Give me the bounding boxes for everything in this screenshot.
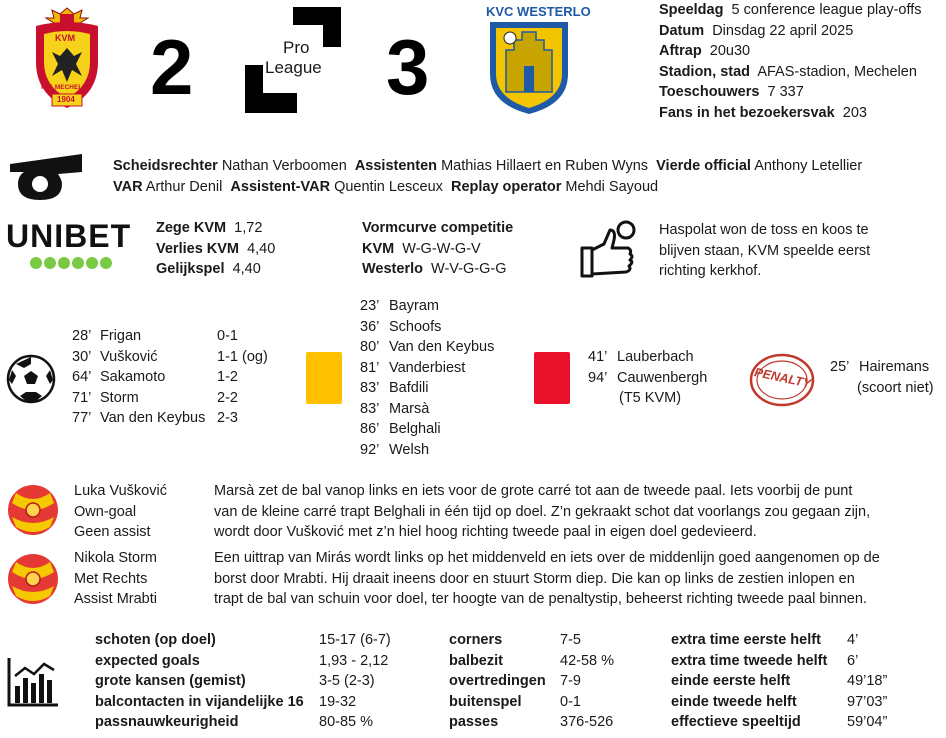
stat-row: balbezit 42-58 % <box>449 652 615 669</box>
info-row-away-fans: Fans in het bezoekersvak 203 <box>659 104 867 121</box>
goal-detail-description: Een uittrap van Mirás wordt links op het middenveld en iets over de middenlijn goed aangenomen op de borst door Mrabti. Hij draait ineens door en stuurt Storm diep. Die kan op links de zestien inlopen en trapt de bal van schuin voor doel, ter hoogte van de penaltystip, beheerst richting tweede paal binnen. <box>214 550 880 607</box>
penalty-stamp-icon <box>748 352 816 408</box>
stat-row: passnauwkeurigheid 80-85 % <box>95 714 374 730</box>
info-row-stadium: Stadion, stad AFAS-stadion, Mechelen <box>659 63 917 80</box>
goal-detail-meta <box>74 481 167 543</box>
pro-league-line1: Pro <box>283 38 310 57</box>
away-crest <box>484 4 591 116</box>
pro-league-logo <box>245 7 341 113</box>
away-crest-name: KVC WESTERLO <box>486 4 591 19</box>
stat-row: corners 7-5 <box>449 632 581 648</box>
goal-row: 28’ Frigan 0-1 <box>72 328 238 344</box>
info-row-round: Speeldag 5 conference league play-offs <box>659 2 922 18</box>
form-row-westerlo: Westerlo W-V-G-G-G <box>362 261 507 277</box>
penalty-stamp-text: PENALTY <box>753 365 813 391</box>
penalty-info <box>830 359 945 400</box>
home-crest-bottom-text: K.V. MECHELEN <box>41 84 92 91</box>
goal-detail-type: Own-goal <box>74 503 137 520</box>
stat-row: overtredingen 7-9 <box>449 673 581 689</box>
yellow-card-row: 83’ Marsà <box>360 400 430 417</box>
yellow-card-row: 92’ Welsh <box>360 441 430 458</box>
penalty-player: Hairemans <box>859 359 930 375</box>
goal-detail-scorer: Luka Vušković <box>74 483 167 499</box>
officials-line-2: VAR Arthur Denil Assistent-VAR Quentin Lesceux Replay operator Mehdi Sayoud <box>113 178 659 195</box>
goal-detail-scorer: Nikola Storm <box>74 550 157 566</box>
goals-list <box>72 328 272 431</box>
odds-row: Zege KVM 1,72 <box>156 220 263 236</box>
odds-row: Gelijkspel 4,40 <box>156 261 261 277</box>
stats-col-3 <box>671 632 941 735</box>
home-crest-top-text: KVM <box>55 33 75 43</box>
penalty-note: (scoort niet) <box>857 379 934 396</box>
unibet-wordmark: UNIBET <box>6 218 132 254</box>
penalty-minute: 25’ <box>830 359 850 375</box>
stats-col-2 <box>449 632 659 735</box>
stat-row: extra time eerste helft 4’ <box>671 632 859 648</box>
goal-detail-assist: Geen assist <box>74 524 151 540</box>
red-card-icon <box>534 352 570 404</box>
stat-row: balcontacten in vijandelijke 16 19-32 <box>95 693 357 710</box>
info-row-date: Datum Dinsdag 22 april 2025 <box>659 22 854 39</box>
stats-chart-icon <box>6 656 60 708</box>
away-score: 3 <box>386 23 430 111</box>
goal-detail-type: Met Rechts <box>74 570 148 587</box>
stat-row: buitenspel 0-1 <box>449 693 581 710</box>
home-crest-year: 1904 <box>57 95 75 104</box>
red-card-note: (T5 KVM) <box>619 390 682 406</box>
yellow-card-row: 83’ Bafdili <box>360 380 429 396</box>
form-title: Vormcurve competitie <box>362 220 514 236</box>
officials-line-1: Scheidsrechter Nathan Verboomen Assistenten Mathias Hillaert en Ruben Wyns Vierde official Anthony Letellier <box>113 158 863 174</box>
yellow-card-row: 81’ Vanderbiest <box>360 359 466 376</box>
goal-detail-assist: Assist Mrabti <box>74 591 157 607</box>
football-icon <box>6 354 56 404</box>
form-row-kvm: KVM W-G-W-G-V <box>362 240 481 257</box>
yellow-card-row: 23’ Bayram <box>360 298 439 314</box>
yellow-card-row: 86’ Belghali <box>360 421 441 437</box>
stat-row: expected goals 1,93 - 2,12 <box>95 652 389 669</box>
goal-row: 30’ Vušković 1-1 (og) <box>72 348 268 365</box>
yellow-card-icon <box>306 352 342 404</box>
stats-col-1 <box>95 632 435 735</box>
stat-row: grote kansen (gemist) 3-5 (2-3) <box>95 673 375 689</box>
red-cards-list <box>588 349 728 411</box>
goal-ball-icon <box>6 483 60 537</box>
stat-row: effectieve speeltijd 59’04” <box>671 714 888 730</box>
stat-row: passes 376-526 <box>449 714 614 730</box>
coin-toss-hand-icon <box>576 218 640 280</box>
unibet-logo <box>6 218 138 272</box>
stat-row: einde tweede helft 97’03” <box>671 693 888 710</box>
officials <box>113 156 862 197</box>
goal-ball-icon <box>6 552 60 606</box>
goal-row: 71’ Storm 2-2 <box>72 389 238 406</box>
stat-row: extra time tweede helft 6’ <box>671 652 859 669</box>
yellow-cards-list <box>360 298 520 462</box>
form-curve <box>362 218 513 280</box>
goal-detail-description: Marsà zet de bal vanop links en iets voor de grote carré tot aan de tweede paal. Iets voorbij de punt van de kleine carré trapt Belghali in één tijd op doel. Z’n gekraakt schot dat voorlangs zou gegaan zijn, wordt door Vušković met z’n hiel hoog richting tweede paal in eigen doel gedevieerd. <box>214 483 871 540</box>
odds <box>156 218 275 280</box>
match-info <box>659 0 922 123</box>
goal-detail-meta <box>74 548 157 610</box>
info-row-attendance: Toeschouwers 7 337 <box>659 84 804 100</box>
pro-league-line2: League <box>265 58 322 77</box>
stat-row: schoten (op doel) 15-17 (6-7) <box>95 632 391 648</box>
goal-row: 64’ Sakamoto 1-2 <box>72 369 238 385</box>
red-card-row: 94’ Cauwenbergh <box>588 369 708 386</box>
yellow-card-row: 80’ Van den Keybus <box>360 339 495 355</box>
coin-toss-text: Haspolat won de toss en koos te blijven staan, KVM speelde eerst richting kerkhof. <box>659 222 871 279</box>
odds-row: Verlies KVM 4,40 <box>156 240 276 257</box>
whistle-icon <box>6 150 84 202</box>
yellow-card-row: 36’ Schoofs <box>360 318 442 335</box>
home-crest <box>22 4 112 116</box>
red-card-row: 41’ Lauberbach <box>588 349 694 365</box>
home-score: 2 <box>150 23 194 111</box>
stat-row: einde eerste helft 49’18” <box>671 673 888 689</box>
info-row-kickoff: Aftrap 20u30 <box>659 43 751 59</box>
goal-row: 77’ Van den Keybus 2-3 <box>72 410 238 426</box>
